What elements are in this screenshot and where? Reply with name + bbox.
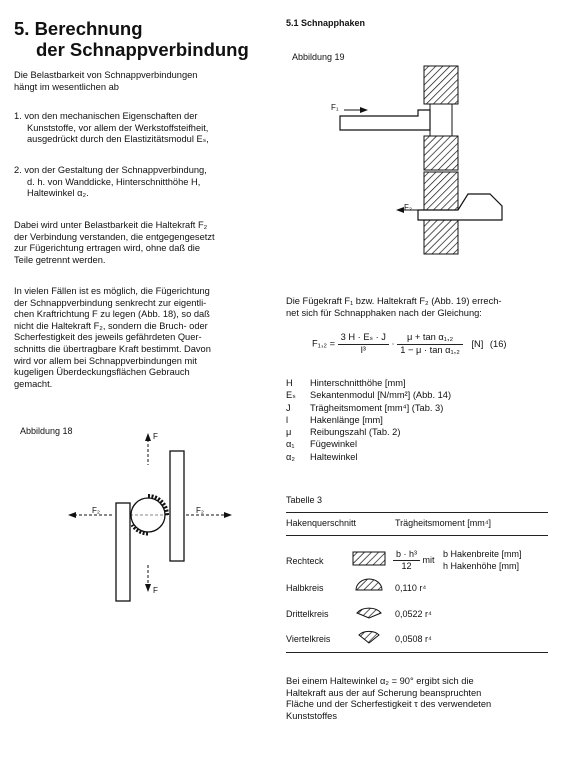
table-row-drittelkreis-name: Drittelkreis [286,609,329,619]
formula-intro: Die Fügekraft F₁ bzw. Haltekraft F₂ (Abb. 19) errech- net sich für Schnapphaken nach der Gleichung: [286,296,502,318]
section-title: 5.1 Schnapphaken [286,18,366,28]
table-row-viertelkreis-value: 0,0508 r⁴ [395,634,432,644]
legend-row: α₂ Haltewinkel [286,451,358,462]
legend-row: μ Reibungszahl (Tab. 2) [286,427,401,438]
list-item-1: 1. von den mechanischen Eigenschaften der Kunststoffe, vor allem der Werkstoffsteifheit, ausgedrückt durch den Elastizitätsmodul Eₛ, [14,111,209,145]
paragraph-fuegerichtung: In vielen Fällen ist es möglich, die Fügerichtung der Schnappverbindung senkrecht zur eigentli- chen Kraftrichtung F zu legen (Abb. 18), so daß nicht die Haltekraft F₂, sondern die Bruch- oder Scherfestigkeit des jeweils gefährdeten Quer- schnitts die übertragbare Kraft bestimmt. Davon wird vor allem bei Schnappverbindungen mit kugeligen Überdeckungsflächen Gebrauch gemacht. [14,286,211,389]
fig18-label-f2-right: F₂ [196,506,204,515]
fig19-wall-top [424,66,458,104]
legend-row: l Hakenlänge [mm] [286,414,383,425]
fig19-wall-lower-top [424,172,458,212]
closing-paragraph: Bei einem Haltewinkel α₂ = 90° ergibt sich die Haltekraft aus der auf Scherung beanspruchten Fläche und der Scherfestigkeit τ des verwendeten Kunststoffes [286,676,492,721]
fig19-hook-1 [340,110,430,130]
figure18-caption: Abbildung 18 [20,426,73,436]
drittelkreis-section-icon [354,603,384,619]
formula-16: F₁,₂ = $\frac{\text{3 H · Eₛ · J}}{\text{l³}}$ · $\frac{\text{μ + tan α₁,₂}}{\text{1 − μ · tan α₁,₂}}$ [N] (16) [312,332,507,355]
legend-row: H Hinterschnitthöhe [mm] [286,378,406,388]
halbkreis-section-icon [354,578,384,592]
chapter-heading-line2: der Schnappverbindung [36,39,249,60]
symbol-legend [286,377,451,463]
legend-row: J Trägheitsmoment [mm⁴] (Tab. 3) [286,402,444,413]
table-rule-top [286,512,548,513]
table-row-viertelkreis-name: Viertelkreis [286,634,331,644]
table-row-halbkreis-value: 0,110 r⁴ [395,583,427,593]
intro-paragraph: Die Belastbarkeit von Schnappverbindungen hängt im wesentlichen ab [14,70,198,92]
fig18-label-f-bottom: F [153,586,158,595]
table-row-rechteck-h: h Hakenhöhe [mm] [443,561,520,571]
fig19-label-f2: F₂ [404,203,412,212]
legend-row: Eₛ Sekantenmodul [N/mm²] (Abb. 14) [286,390,452,401]
paragraph-belastbarkeit: Dabei wird unter Belastbarkeit die Haltekraft F₂ der Verbindung verstanden, die entgegengesetzt zur Fügerichtung ertragen wird, ohne daß die Teile getrennt werden. [14,220,215,265]
table3-title: Tabelle 3 [286,495,323,505]
fig18-right-rod [170,451,184,561]
fig19-label-f1: F₁ [331,103,339,112]
chapter-heading-line1: 5. Berechnung [14,18,143,39]
rechteck-section-icon [352,550,386,568]
table-row-rechteck-value: $\frac{\text{b · h³}}{12}$ mit [393,549,435,572]
figure19-caption: Abbildung 19 [292,52,345,62]
table-rule-bottom [286,652,548,653]
table-row-rechteck-b: b Hakenbreite [mm] [443,549,522,559]
fig18-left-rod [116,503,130,601]
fig19-wall-lower-bottom [424,220,458,254]
table-rule-mid [286,535,548,536]
table-header-traegheit: Trägheitsmoment [mm⁴] [395,518,492,528]
list-item-2: 2. von der Gestaltung der Schnappverbindung, d. h. von Wanddicke, Hinterschnitthöhe H, Haltewinkel α₂. [14,165,207,199]
fig19-wall-bottom [424,136,458,170]
table-header-querschnitt: Hakenquerschnitt [286,518,357,528]
table-row-drittelkreis-value: 0,0522 r⁴ [395,609,432,619]
viertelkreis-section-icon [354,628,384,644]
table-row-halbkreis-name: Halbkreis [286,583,324,593]
figure19-diagram [300,60,540,260]
fig18-label-f-top: F [153,432,158,441]
figure18-diagram [60,425,280,605]
table-row-rechteck-name: Rechteck [286,556,324,566]
legend-row: α₁ Fügewinkel [286,439,358,450]
fig18-label-f2-left: F₂ [92,506,100,515]
